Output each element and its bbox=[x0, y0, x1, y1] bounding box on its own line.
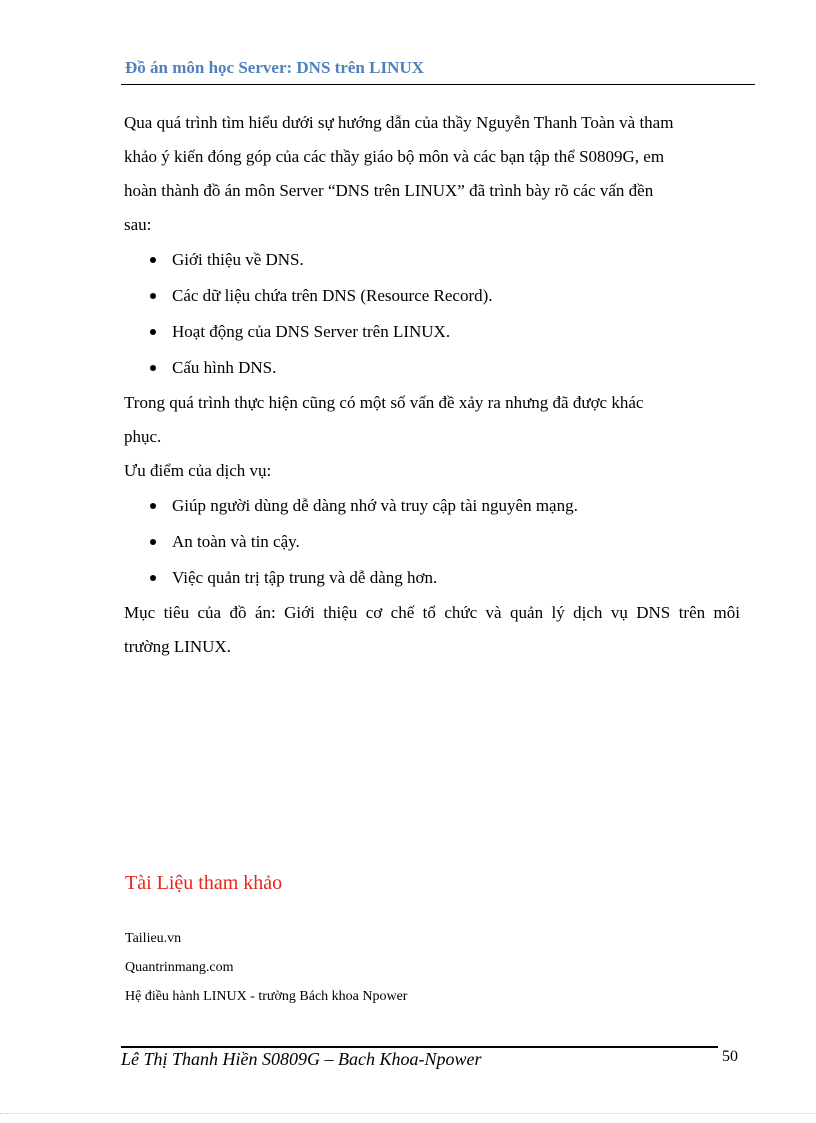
list-item: Cấu hình DNS. bbox=[124, 350, 740, 386]
list-item: Giới thiệu về DNS. bbox=[124, 242, 740, 278]
list-item: Các dữ liệu chứa trên DNS (Resource Record). bbox=[124, 278, 740, 314]
intro-line-1: Qua quá trình tìm hiểu dưới sự hướng dẫn của thầy Nguyễn Thanh Toàn và tham bbox=[124, 113, 674, 132]
footer-author: Lê Thị Thanh Hiền S0809G – Bach Khoa-Npower bbox=[121, 1049, 482, 1069]
process-line-1: Trong quá trình thực hiện cũng có một số vấn đề xảy ra nhưng đã được khác bbox=[124, 393, 644, 412]
reference-item: Quantrinmang.com bbox=[125, 960, 234, 975]
bullet-icon bbox=[150, 539, 156, 545]
intro-line-3: hoàn thành đồ án môn Server “DNS trên LINUX” đã trình bày rõ các vấn đền bbox=[124, 181, 654, 200]
list-item: Hoạt động của DNS Server trên LINUX. bbox=[124, 314, 740, 350]
intro-line-2: khảo ý kiến đóng góp của các thầy giáo bộ môn và các bạn tập thể S0809G, em bbox=[124, 147, 665, 166]
bullet-icon bbox=[150, 293, 156, 299]
advantages-list bbox=[124, 488, 740, 596]
bullet-icon bbox=[150, 365, 156, 371]
topics-list bbox=[124, 242, 740, 386]
page-bottom-border bbox=[0, 1113, 816, 1114]
process-line-2: phục. bbox=[124, 427, 162, 446]
page-number: 50 bbox=[722, 1048, 738, 1065]
main-content bbox=[124, 106, 740, 664]
intro-line-4: sau: bbox=[124, 215, 152, 234]
goal-line-2: trường LINUX. bbox=[124, 637, 231, 656]
list-item: Việc quản trị tập trung và dễ dàng hơn. bbox=[124, 560, 740, 596]
reference-item: Tailieu.vn bbox=[125, 931, 182, 946]
bullet-icon bbox=[150, 329, 156, 335]
header-title: Đồ án môn học Server: DNS trên LINUX bbox=[125, 58, 424, 77]
footer-divider bbox=[121, 1046, 718, 1048]
goal-line-1: Mục tiêu của đồ án: Giới thiệu cơ chế tổ chức và quản lý dịch vụ DNS trên môi bbox=[124, 603, 740, 622]
advantages-heading: Ưu điểm của dịch vụ: bbox=[124, 461, 272, 480]
references-list bbox=[125, 924, 407, 1011]
list-item: An toàn và tin cậy. bbox=[124, 524, 740, 560]
list-item: Giúp người dùng dễ dàng nhớ và truy cập tài nguyên mạng. bbox=[124, 488, 740, 524]
bullet-icon bbox=[150, 257, 156, 263]
bullet-icon bbox=[150, 503, 156, 509]
header-divider bbox=[121, 84, 755, 85]
reference-item: Hệ điều hành LINUX - trường Bách khoa Npower bbox=[125, 989, 408, 1004]
references-title: Tài Liệu tham khảo bbox=[125, 872, 283, 894]
bullet-icon bbox=[150, 575, 156, 581]
